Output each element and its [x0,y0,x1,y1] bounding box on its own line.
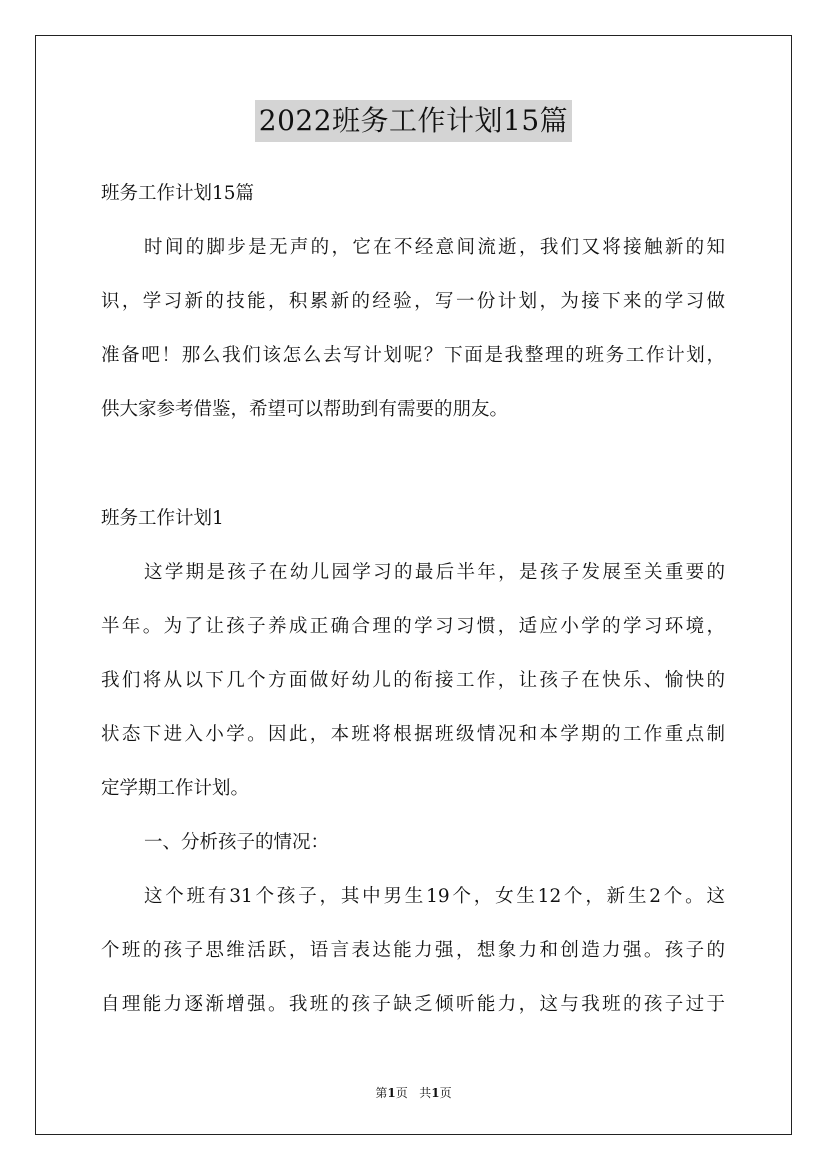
footer-page-total: 1 [431,1086,440,1100]
para1-line-2: 半年。为了让孩子养成正确合理的学习习惯，适应小学的学习环境， [101,616,725,637]
intro-line-4: 供大家参考借鉴，希望可以帮助到有需要的朋友。 [101,399,509,420]
footer-total-suffix: 页 [439,1086,452,1100]
para2-line-2: 个班的孩子思维活跃，语言表达能力强，想象力和创造力强。孩子的 [101,940,725,961]
para1-line-3: 我们将从以下几个方面做好幼儿的衔接工作，让孩子在快乐、愉快的 [101,670,725,691]
intro-line-3: 准备吧！那么我们该怎么去写计划呢？下面是我整理的班务工作计划， [101,345,725,366]
footer-page-prefix: 第 [375,1086,388,1100]
para2-line-1: 这个班有31个孩子，其中男生19个，女生12个，新生2个。这 [144,886,725,907]
section-heading: 班务工作计划1 [101,508,224,529]
para1-line-5: 定学期工作计划。 [101,778,250,799]
para1-line-4: 状态下进入小学。因此，本班将根据班级情况和本学期的工作重点制 [101,724,725,745]
footer-page-current: 1 [387,1086,396,1100]
para1-line-1: 这学期是孩子在幼儿园学习的最后半年，是孩子发展至关重要的 [144,562,725,583]
footer-total-prefix: 共 [419,1086,432,1100]
page-footer [0,1085,827,1101]
footer-page-suffix: 页 [395,1086,408,1100]
title-container [0,100,827,142]
item1-heading: 一、分析孩子的情况： [144,832,330,853]
document-title: 2022班务工作计划15篇 [255,100,572,142]
para2-line-3: 自理能力逐渐增强。我班的孩子缺乏倾听能力，这与我班的孩子过于 [101,994,725,1015]
intro-line-1: 时间的脚步是无声的，它在不经意间流逝，我们又将接触新的知 [144,237,725,258]
intro-line-2: 识，学习新的技能，积累新的经验，写一份计划，为接下来的学习做 [101,291,725,312]
document-subtitle: 班务工作计划15篇 [101,183,255,204]
